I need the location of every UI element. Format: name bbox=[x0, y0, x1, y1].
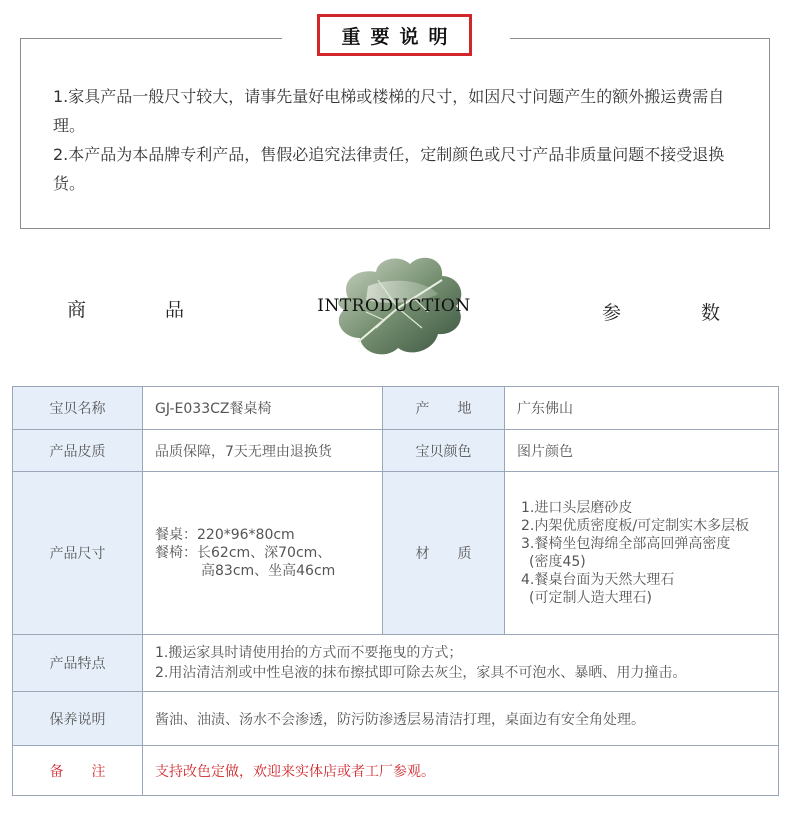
feature-label: 产品特点 bbox=[13, 635, 143, 692]
notice-line-1: 1.家具产品一般尺寸较大，请事先量好电梯或楼梯的尺寸，如因尺寸问题产生的额外搬运费需自理。 bbox=[53, 87, 725, 135]
table-row bbox=[13, 472, 779, 635]
size-label: 产品尺寸 bbox=[13, 472, 143, 635]
size-line: 餐桌：220*96*80cm bbox=[155, 527, 295, 543]
material-line: 3.餐椅坐包海绵全部高回弹高密度 bbox=[521, 536, 731, 552]
material-value bbox=[505, 472, 779, 635]
color-label: 宝贝颜色 bbox=[383, 430, 505, 472]
table-row bbox=[13, 746, 779, 796]
notice-top-border-right bbox=[510, 38, 770, 39]
intro-word-can: 参 bbox=[602, 302, 622, 324]
intro-word-shu: 数 bbox=[701, 302, 721, 324]
note-value: 支持改色定做，欢迎来实体店或者工厂参观。 bbox=[143, 746, 779, 796]
material-line: (可定制人造大理石) bbox=[529, 590, 652, 606]
feature-line: 1.搬运家具时请使用抬的方式而不要拖曳的方式； bbox=[155, 645, 463, 661]
table-row bbox=[13, 387, 779, 430]
table-row bbox=[13, 635, 779, 692]
feature-line: 2.用沾清洁剂或中性皂液的抹布擦拭即可除去灰尘，家具不可泡水、暴晒、用力撞击。 bbox=[155, 665, 687, 681]
notice-top-border-left bbox=[20, 38, 282, 39]
quality-label: 产品皮质 bbox=[13, 430, 143, 472]
size-value bbox=[143, 472, 383, 635]
name-value: GJ-E033CZ餐桌椅 bbox=[143, 387, 383, 430]
table-row bbox=[13, 692, 779, 746]
note-label: 备 注 bbox=[13, 746, 143, 796]
params-table bbox=[12, 386, 779, 796]
intro-word-shang: 商 bbox=[67, 299, 87, 321]
size-line: 餐椅：长62cm、深70cm、 bbox=[155, 545, 332, 561]
notice-text bbox=[53, 82, 743, 198]
notice-title: 重要说明 bbox=[317, 14, 472, 56]
origin-label: 产 地 bbox=[383, 387, 505, 430]
material-line: 1.进口头层磨砂皮 bbox=[521, 500, 633, 516]
care-value: 酱油、油渍、汤水不会渗透，防污防渗透层易清洁打理，桌面边有安全角处理。 bbox=[143, 692, 779, 746]
quality-value: 品质保障，7天无理由退换货 bbox=[143, 430, 383, 472]
origin-value: 广东佛山 bbox=[505, 387, 779, 430]
table-row bbox=[13, 430, 779, 472]
material-label: 材 质 bbox=[383, 472, 505, 635]
material-line: (密度45) bbox=[529, 554, 586, 570]
material-line: 2.内架优质密度板/可定制实木多层板 bbox=[521, 518, 750, 534]
size-line: 高83cm、坐高46cm bbox=[201, 563, 336, 579]
notice-line-2: 2.本产品为本品牌专利产品，售假必追究法律责任，定制颜色或尺寸产品非质量问题不接受退换货。 bbox=[53, 145, 725, 193]
introduction-heading: INTRODUCTION bbox=[317, 296, 471, 316]
name-label: 宝贝名称 bbox=[13, 387, 143, 430]
feature-value bbox=[143, 635, 779, 692]
intro-word-pin: 品 bbox=[165, 299, 185, 321]
care-label: 保养说明 bbox=[13, 692, 143, 746]
color-value: 图片颜色 bbox=[505, 430, 779, 472]
material-line: 4.餐桌台面为天然大理石 bbox=[521, 572, 675, 588]
